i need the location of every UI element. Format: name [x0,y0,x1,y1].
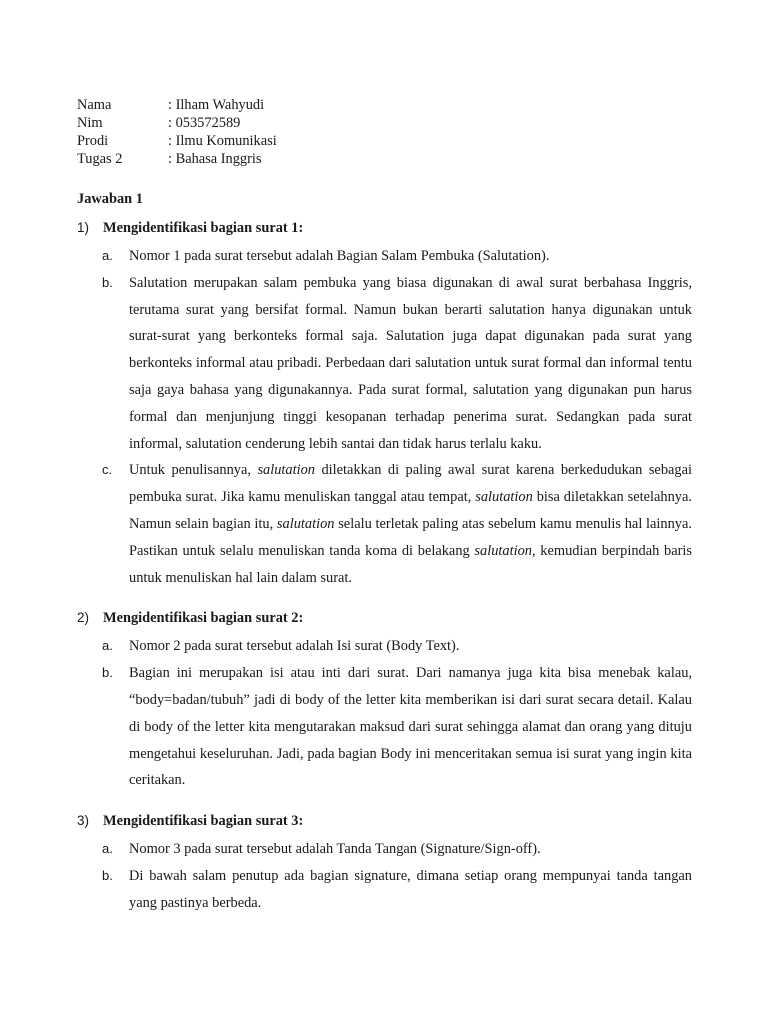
info-label: Nim [77,115,103,131]
section-title: Mengidentifikasi bagian surat 2: [103,610,304,627]
item-text [129,660,692,794]
text-run: Bagian ini merupakan isi atau inti dari surat. Dari namanya juga kita bisa menebak kalau, “body=badan/tubuh” jadi di body of the letter kita memberikan isi dari surat secara detail. Kalau di body of the letter kita mengutarakan maksud dari surat sehingga alamat dan orang yang dituju mengetahui keseluruhan. Jadi, pada bagian Body ini menceritakan semua isi surat yang ingin kita ceritakan. [129,665,692,789]
list-item [102,836,692,863]
section-3 [77,811,692,916]
info-value: : Bahasa Inggris [168,151,262,167]
list-item [102,270,692,458]
item-text [129,836,692,863]
text-run: selalu terletak paling atas sebelum kamu menulis hal lainnya. Pastikan untuk selalu menuliskan tanda koma di belakang [129,515,692,559]
text-run: bisa diletakkan setelahnya. Namun selain bagian itu, [129,489,692,532]
info-value: : Ilham Wahyudi [168,97,265,113]
section-heading [77,608,692,628]
section-number: 2) [77,610,90,626]
section-number: 3) [77,813,90,829]
text-run: Nomor 3 pada surat tersebut adalah Tanda Tangan (Signature/Sign-off). [129,841,541,858]
item-text [129,633,692,660]
info-label: Tugas 2 [77,151,123,167]
section-heading [77,811,692,831]
text-run: Nomor 2 pada surat tersebut adalah Isi surat (Body Text). [129,638,460,655]
item-letter: c. [102,462,113,478]
text-run: Untuk penulisannya, [129,462,258,479]
student-info [77,96,692,168]
info-row-nim [77,114,692,132]
item-text [129,243,692,270]
text-run: Nomor 1 pada surat tersebut adalah Bagian Salam Pembuka (Salutation). [129,248,550,264]
item-letter: a. [102,841,113,857]
section-2 [77,608,692,794]
text-run: diletakkan di paling awal surat karena berkedudukan sebagai pembuka surat. Jika kamu menuliskan tanggal atau tempat, [129,462,692,506]
text-run: kemudian berpindah baris untuk menuliskan hal lain dalam surat. [129,542,692,586]
item-letter: b. [102,274,113,290]
list-item [102,863,692,917]
section-title: Mengidentifikasi bagian surat 3: [103,813,304,830]
item-text [129,457,692,591]
text-run: Salutation merupakan salam pembuka yang biasa digunakan di awal surat berbahasa Inggris, terutama surat yang bersifat formal. Namun bukan berarti salutation hanya digunakan untuk surat-surat yang berkonteks formal saja. Salutation juga dapat digunakan pada surat yang berkonteks informal atau pribadi. Perbedaan dari salutation untuk surat formal dan informal tentu saja gaya bahasa yang digunakannya. Pada surat formal, salutation yang digunakan pun harus formal dan menjunjung tinggi kesopanan terhadap penerima surat. Sedangkan pada surat informal, salutation cenderung lebih santai dan tidak harus terlalu kaku. [129,274,692,452]
info-row-nama [77,96,692,114]
italic-term: salutation, [474,542,536,559]
italic-term: salutation [257,462,316,479]
italic-term: salutation [475,489,533,506]
list-item [102,633,692,660]
info-label: Nama [77,97,112,113]
info-row-tugas [77,150,692,168]
item-text [129,863,692,917]
text-run: Di bawah salam penutup ada bagian signature, dimana setiap orang mempunyai tanda tangan yang pastinya berbeda. [129,867,692,911]
item-letter: a. [102,638,113,654]
info-label: Prodi [77,133,109,149]
info-value: : 053572589 [168,115,241,131]
info-value: : Ilmu Komunikasi [168,133,277,149]
item-letter: b. [102,665,113,681]
list-item [102,243,692,270]
item-letter: a. [102,248,113,263]
info-row-prodi [77,132,692,150]
item-text [129,270,692,458]
answer-sections [77,218,692,917]
section-heading [77,218,692,238]
section-1 [77,218,692,591]
section-title: Mengidentifikasi bagian surat 1: [103,220,304,236]
list-item [102,660,692,794]
italic-term: salutation [276,515,335,532]
list-item [102,457,692,591]
answer-title: Jawaban 1 [77,191,143,207]
item-letter: b. [102,867,113,883]
section-number: 1) [77,220,90,235]
